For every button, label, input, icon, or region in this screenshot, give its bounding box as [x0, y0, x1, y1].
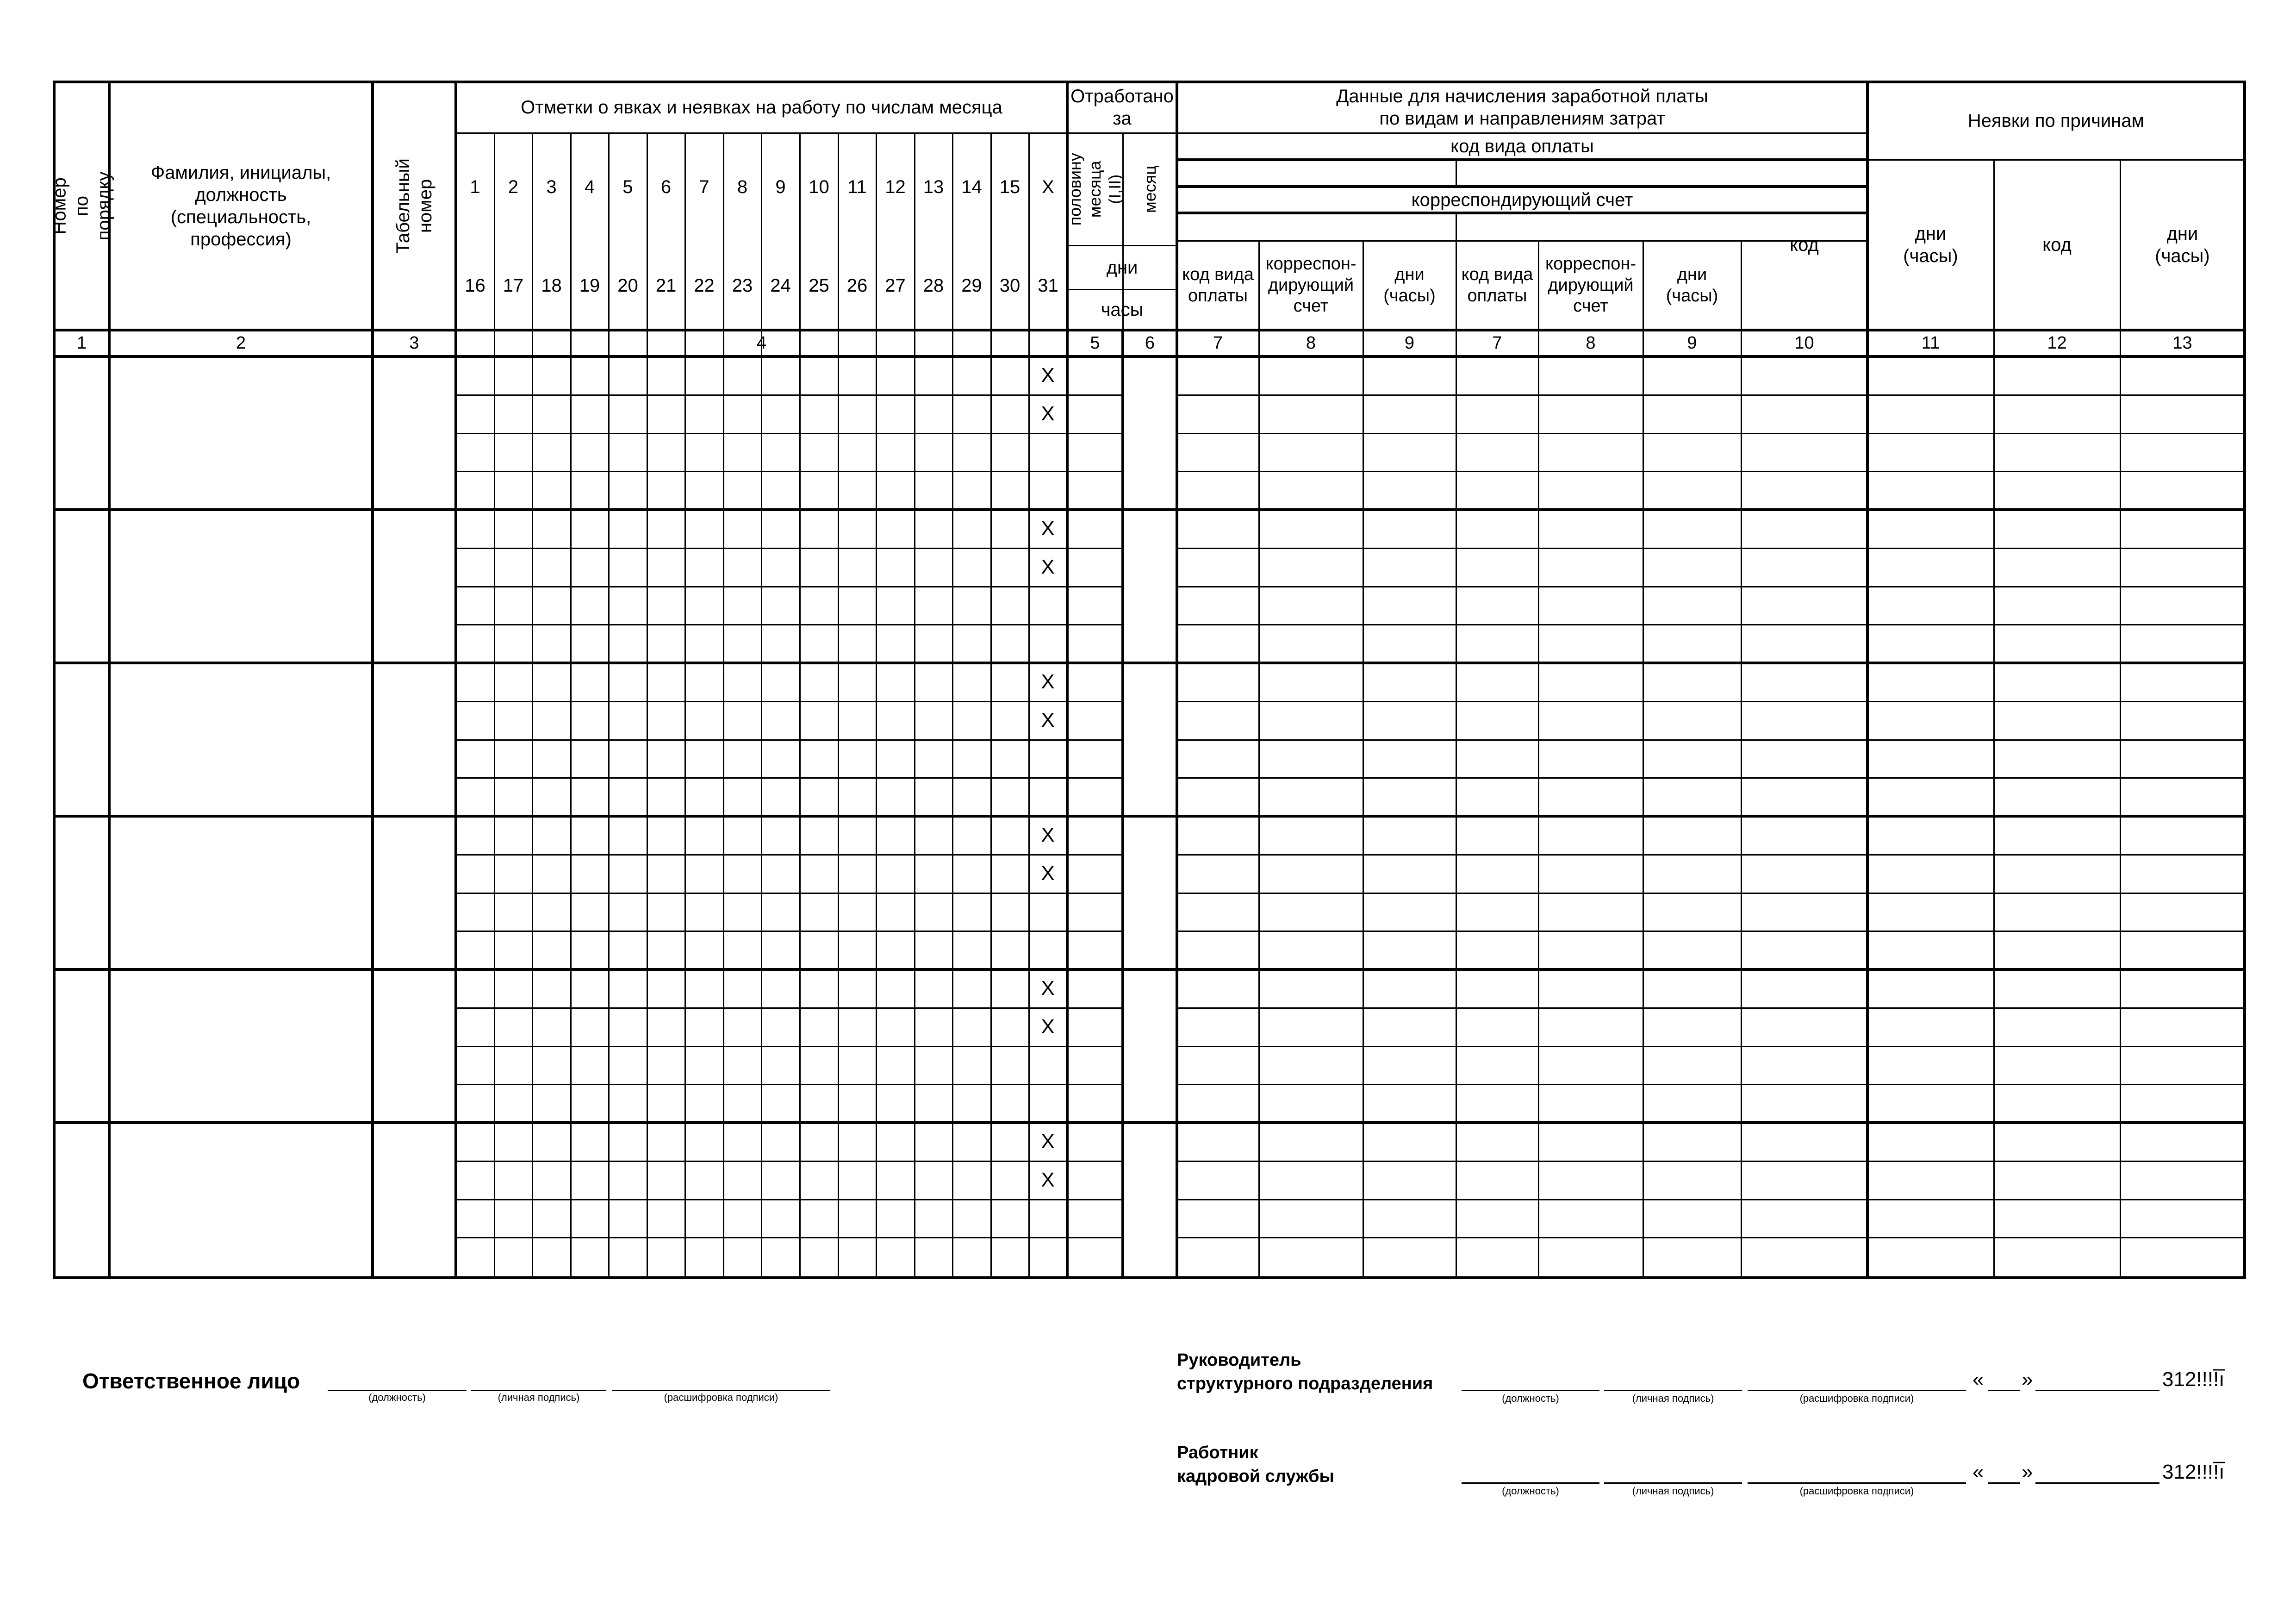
column-index-number: 13 — [2172, 333, 2192, 353]
grid-line — [456, 1199, 1123, 1200]
column-index-number: 8 — [1586, 333, 1596, 353]
day-number-first-half: 6 — [660, 176, 672, 197]
grid-line — [54, 1276, 2245, 1279]
absence-subheader: код — [1790, 235, 1819, 255]
day-number-second-half: 24 — [770, 275, 791, 296]
day-31-crossed-mark: X — [1041, 670, 1055, 693]
day-31-crossed-mark: X — [1041, 402, 1055, 425]
column-index-number: 10 — [1794, 333, 1814, 353]
grid-line — [54, 815, 2245, 818]
day-number-second-half: 29 — [961, 275, 982, 296]
grid-line — [1121, 330, 1124, 1278]
day-number-first-half: 1 — [470, 176, 480, 197]
half-month-header-text: половину месяца (I,II) — [1065, 152, 1125, 226]
day-number-first-half: 15 — [999, 176, 1020, 197]
caption-decoding: (расшифровка подписи) — [1799, 1393, 1914, 1404]
column-index-number: 4 — [756, 333, 767, 353]
corresponding-account-header: корреспондирующий счет — [1411, 189, 1633, 210]
grid-line — [456, 433, 1123, 434]
day-number-second-half: 30 — [999, 275, 1020, 296]
worked-days-label: дни — [1106, 257, 1138, 278]
date-year: 312!!!!̅ı — [2162, 1461, 2225, 1483]
day-number-second-half: 23 — [732, 275, 753, 296]
day-number-second-half: 25 — [809, 275, 829, 296]
caption-signature: (личная подпись) — [498, 1392, 580, 1403]
date-quote-close: » — [2022, 1461, 2033, 1483]
grid-line — [1177, 854, 2245, 856]
hr-employee-label: Работник кадровой службы — [1177, 1443, 1334, 1487]
grid-line — [1177, 471, 2245, 472]
day-number-first-half: 10 — [809, 176, 829, 197]
pay-code-header: код вида оплаты — [1450, 136, 1594, 156]
caption-signature: (личная подпись) — [1632, 1485, 1714, 1497]
grid-line — [54, 968, 2245, 971]
grid-line — [1177, 624, 2245, 625]
pay-data-header: Данные для начисления заработной платы по видам и направлениям затрат — [1336, 86, 1708, 129]
column-index-number: 12 — [2047, 333, 2067, 353]
grid-line — [1177, 1199, 2245, 1200]
grid-line — [456, 548, 1123, 549]
signature-line — [1988, 1482, 2020, 1484]
grid-line — [456, 1237, 1123, 1238]
day-31-crossed-mark: X — [1041, 709, 1055, 731]
pay-subheader: корреспон- дирующий счет — [1265, 254, 1356, 316]
day-number-second-half: 31 — [1038, 275, 1058, 296]
column-index-number: 7 — [1492, 333, 1502, 353]
day-number-second-half: 26 — [846, 275, 868, 296]
column-index-number: 7 — [1213, 333, 1223, 353]
grid-line — [54, 662, 2245, 664]
day-31-crossed-mark: X — [1041, 824, 1055, 846]
day-number-first-half: 4 — [584, 176, 595, 197]
grid-line — [54, 1121, 2245, 1124]
grid-line — [456, 739, 1123, 741]
day-number-second-half: 20 — [617, 275, 638, 296]
month-header-text: месяц — [1140, 165, 1159, 213]
grid-line — [1177, 1237, 2245, 1238]
grid-line — [456, 893, 1123, 894]
column-number-header — [49, 82, 114, 330]
grid-line — [1177, 394, 2245, 396]
worked-header: Отработано за — [1070, 86, 1174, 129]
column-index-number: 8 — [1306, 333, 1316, 353]
worked-hours-label: часы — [1101, 300, 1144, 320]
column-number-header-text: Номер по порядку — [49, 171, 114, 241]
day-number-first-half: 12 — [885, 176, 906, 197]
caption-decoding: (расшифровка подписи) — [664, 1392, 778, 1403]
attendance-marks-header: Отметки о явках и неявках на работу по числам месяца — [521, 97, 1002, 118]
caption-position: (должность) — [368, 1392, 426, 1403]
day-number-first-half: 13 — [923, 176, 944, 197]
signature-line — [2035, 1390, 2159, 1391]
day-number-first-half: 14 — [961, 176, 982, 197]
day-31-crossed-mark: X — [1041, 1168, 1055, 1191]
grid-line — [1177, 1084, 2245, 1085]
day-31-crossed-mark: X — [1041, 862, 1055, 885]
signature-line — [2035, 1482, 2159, 1484]
day-number-second-half: 17 — [503, 275, 524, 296]
absence-subheader: дни (часы) — [2155, 224, 2210, 266]
signature-line — [1462, 1482, 1599, 1484]
day-number-second-half: 28 — [923, 275, 944, 296]
day-31-crossed-mark: X — [1041, 556, 1055, 578]
grid-line — [1177, 1046, 2245, 1047]
day-number-second-half: 19 — [579, 275, 600, 296]
pay-subheader: дни (часы) — [1383, 264, 1436, 306]
day-number-second-half: 21 — [655, 275, 677, 296]
column-index-number: 1 — [76, 333, 87, 353]
caption-position: (должность) — [1502, 1485, 1559, 1497]
grid-line — [1177, 1007, 2245, 1009]
column-name-header: Фамилия, инициалы, должность (специальность, профессия) — [150, 162, 331, 250]
absence-header: Неявки по причинам — [1967, 111, 2145, 131]
day-number-first-half: 11 — [847, 176, 867, 197]
date-year: 312!!!!̅ı — [2162, 1368, 2225, 1391]
grid-line — [1177, 548, 2245, 549]
date-quote-close: » — [2022, 1368, 2033, 1391]
pay-subheader: код вида оплаты — [1182, 264, 1254, 306]
date-quote-open: « — [1972, 1368, 1984, 1391]
day-number-second-half: 27 — [885, 275, 906, 296]
grid-line — [456, 586, 1123, 587]
date-quote-open: « — [1972, 1461, 1984, 1483]
day-number-second-half: 16 — [465, 275, 485, 296]
column-index-number: 6 — [1145, 333, 1155, 353]
day-number-second-half: 22 — [694, 275, 715, 296]
day-number-first-half: 9 — [775, 176, 786, 197]
grid-line — [1177, 931, 2245, 932]
day-31-crossed-mark: X — [1041, 977, 1055, 999]
signature-line — [612, 1390, 830, 1391]
responsible-person-label: Ответственное лицо — [82, 1369, 300, 1393]
signature-line — [1748, 1482, 1966, 1484]
grid-line — [1177, 433, 2245, 434]
grid-line — [456, 777, 1123, 779]
day-31-crossed-mark: X — [1041, 364, 1055, 387]
pay-subheader: корреспон- дирующий счет — [1545, 254, 1636, 316]
signature-line — [1604, 1482, 1742, 1484]
day-31-crossed-mark: X — [1041, 1130, 1055, 1153]
caption-position: (должность) — [1502, 1393, 1559, 1404]
caption-decoding: (расшифровка подписи) — [1799, 1485, 1914, 1497]
column-index-number: 9 — [1687, 333, 1697, 353]
grid-line — [1177, 701, 2245, 702]
day-number-first-half: 7 — [699, 176, 709, 197]
signature-line — [1604, 1390, 1742, 1391]
signature-line — [1988, 1390, 2020, 1391]
column-index-number: 11 — [1921, 333, 1940, 353]
grid-line — [1177, 893, 2245, 894]
grid-line — [456, 624, 1123, 625]
signature-line — [328, 1390, 467, 1391]
absence-subheader: код — [2042, 235, 2072, 255]
head-of-unit-label: Руководитель структурного подразделения — [1177, 1350, 1433, 1394]
grid-line — [456, 394, 1123, 396]
signature-line — [471, 1390, 606, 1391]
grid-line — [456, 1161, 1123, 1162]
grid-line — [54, 508, 2245, 511]
signature-line — [1462, 1390, 1599, 1391]
day-31-crossed-mark: X — [1041, 517, 1055, 540]
day-number-first-half: 5 — [622, 176, 633, 197]
grid-line — [1177, 777, 2245, 779]
pay-subheader: дни (часы) — [1666, 264, 1718, 306]
day-number-first-half: 2 — [508, 176, 519, 197]
column-index-number: 2 — [236, 333, 246, 353]
column-tab-number-header — [373, 82, 456, 330]
grid-line — [456, 1084, 1123, 1085]
column-index-number: 3 — [409, 333, 419, 353]
day-number-first-half: X — [1042, 176, 1054, 197]
grid-line — [456, 854, 1123, 856]
grid-line — [1456, 213, 1457, 241]
column-tab-number-header-text: Табельный номер — [393, 158, 436, 254]
half-month-header — [1067, 133, 1123, 245]
grid-line — [1456, 160, 1457, 187]
absence-subheader: дни (часы) — [1903, 224, 1958, 266]
day-31-crossed-mark: X — [1041, 1015, 1055, 1038]
grid-line — [1177, 586, 2245, 587]
grid-line — [456, 701, 1123, 702]
column-index-number: 5 — [1090, 333, 1100, 353]
grid-line — [456, 931, 1123, 932]
month-header — [1123, 133, 1177, 245]
day-number-second-half: 18 — [541, 275, 562, 296]
pay-subheader: код вида оплаты — [1461, 264, 1533, 306]
caption-signature: (личная подпись) — [1632, 1393, 1714, 1404]
day-number-first-half: 3 — [546, 176, 557, 197]
grid-line — [1177, 739, 2245, 741]
day-number-first-half: 8 — [737, 176, 748, 197]
column-index-number: 9 — [1404, 333, 1415, 353]
grid-line — [456, 1046, 1123, 1047]
signature-line — [1748, 1390, 1966, 1391]
grid-line — [456, 1007, 1123, 1009]
grid-line — [456, 471, 1123, 472]
grid-line — [1177, 1161, 2245, 1162]
